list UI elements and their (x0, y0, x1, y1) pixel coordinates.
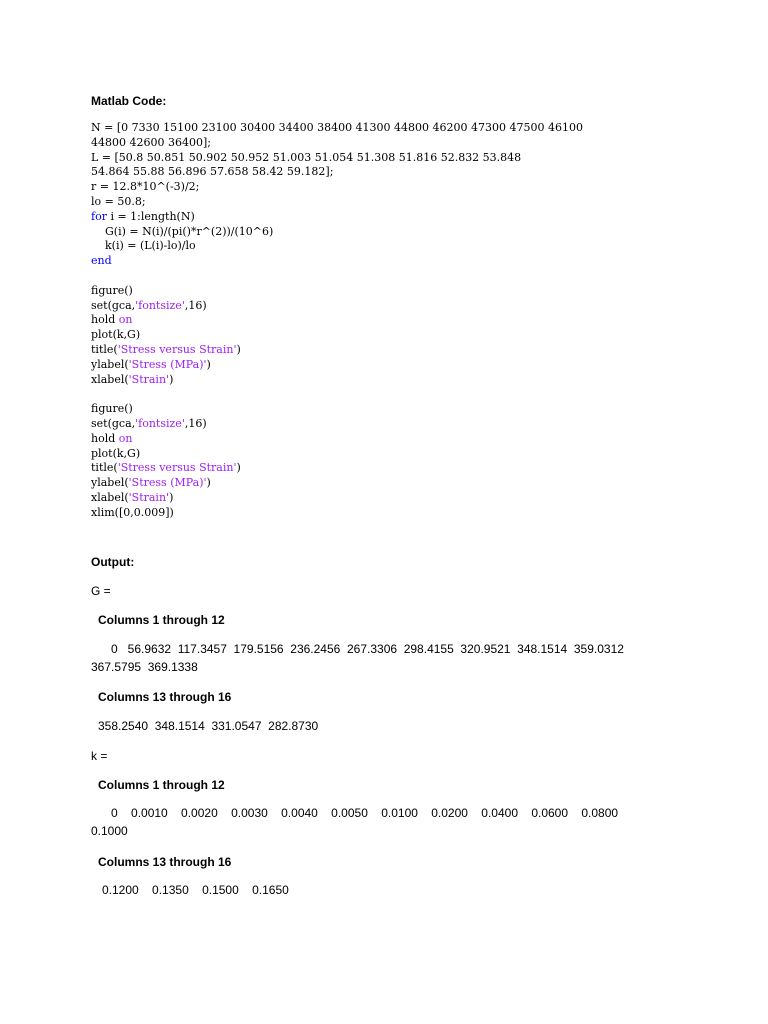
code-keyword: for (91, 209, 107, 223)
code-string: 'Stress versus Strain' (117, 461, 237, 475)
code-line (91, 151, 751, 166)
code-line (91, 343, 751, 358)
code-text: lo = 50.8; (91, 194, 146, 208)
g-columns-1-values: 0 56.9632 117.3457 179.5156 236.2456 267.3306 298.4155 320.9521 348.1514 359.0312 (91, 642, 624, 656)
code-line (91, 136, 751, 151)
code-keyword: end (91, 254, 112, 268)
output-heading: Output: (91, 555, 135, 569)
code-text: hold (91, 431, 119, 445)
code-text: 44800 42600 36400]; (91, 135, 211, 149)
code-text: ) (236, 461, 241, 475)
code-text: hold (91, 313, 119, 327)
code-line (91, 447, 751, 462)
code-text: ) (169, 372, 174, 386)
code-line (91, 432, 751, 447)
code-text: figure() (91, 283, 133, 297)
code-text: ,16) (184, 298, 207, 312)
code-text: ) (206, 476, 211, 490)
code-text: ylabel( (91, 476, 129, 490)
code-text: k(i) = (L(i)-lo)/lo (91, 239, 196, 253)
code-text: i = 1:length(N) (106, 209, 195, 223)
g-columns-1-values-wrap: 367.5795 369.1338 (91, 660, 198, 674)
code-line (91, 225, 751, 240)
code-line (91, 461, 751, 476)
code-text: L = [50.8 50.851 50.902 50.952 51.003 51.054 51.308 51.816 52.832 53.848 (91, 150, 522, 164)
code-string: on (118, 313, 133, 327)
code-line (91, 180, 751, 195)
code-line (91, 373, 751, 388)
code-text: xlabel( (91, 490, 129, 504)
code-string: on (118, 431, 133, 445)
code-line (91, 328, 751, 343)
code-text: 54.864 55.88 56.896 57.658 58.42 59.182]; (91, 165, 334, 179)
g-columns-2-values: 358.2540 348.1514 331.0547 282.8730 (98, 719, 319, 733)
code-text: set(gca, (91, 416, 136, 430)
code-line (91, 417, 751, 432)
code-string: 'Stress (MPa)' (128, 357, 207, 371)
code-string: 'Stress (MPa)' (128, 476, 207, 490)
code-line (91, 387, 751, 402)
code-line (91, 299, 751, 314)
code-line (91, 195, 751, 210)
code-line (91, 284, 751, 299)
code-line (91, 402, 751, 417)
code-line (91, 121, 751, 136)
k-columns-1-values-wrap: 0.1000 (91, 824, 128, 838)
code-string: 'fontsize' (135, 416, 185, 430)
g-columns-1-label: Columns 1 through 12 (98, 613, 225, 627)
code-line (91, 506, 751, 521)
code-text: ,16) (184, 416, 207, 430)
code-text: set(gca, (91, 298, 136, 312)
code-string: 'fontsize' (135, 298, 185, 312)
code-text: xlim([0,0.009]) (91, 505, 174, 519)
code-heading: Matlab Code: (91, 94, 167, 108)
code-text: r = 12.8*10^(-3)/2; (91, 180, 200, 194)
code-text: ) (169, 490, 174, 504)
code-block (91, 121, 751, 521)
code-text: title( (91, 461, 118, 475)
code-line (91, 254, 751, 269)
k-columns-2-values: 0.1200 0.1350 0.1500 0.1650 (102, 883, 289, 897)
code-line (91, 491, 751, 506)
k-columns-2-label: Columns 13 through 16 (98, 855, 232, 869)
code-line (91, 313, 751, 328)
code-line (91, 269, 751, 284)
code-text: xlabel( (91, 372, 129, 386)
code-line (91, 165, 751, 180)
code-line (91, 476, 751, 491)
code-line (91, 239, 751, 254)
code-text: plot(k,G) (91, 446, 141, 460)
code-text: ) (206, 357, 211, 371)
code-text: ylabel( (91, 357, 129, 371)
code-text: title( (91, 342, 118, 356)
code-line (91, 358, 751, 373)
code-string: 'Strain' (128, 372, 170, 386)
code-text: plot(k,G) (91, 328, 141, 342)
code-text: N = [0 7330 15100 23100 30400 34400 38400 41300 44800 46200 47300 47500 46100 (91, 121, 583, 134)
code-text: figure() (91, 402, 133, 416)
g-columns-2-label: Columns 13 through 16 (98, 690, 232, 704)
code-text: ) (236, 342, 241, 356)
code-string: 'Strain' (128, 490, 170, 504)
code-text: G(i) = N(i)/(pi()*r^(2))/(10^6) (91, 224, 274, 238)
k-columns-1-values: 0 0.0010 0.0020 0.0030 0.0040 0.0050 0.0100 0.0200 0.0400 0.0600 0.0800 (91, 806, 619, 820)
code-line (91, 210, 751, 225)
k-label: k = (91, 749, 108, 763)
g-label: G = (91, 584, 111, 598)
code-string: 'Stress versus Strain' (117, 342, 237, 356)
k-columns-1-label: Columns 1 through 12 (98, 778, 225, 792)
